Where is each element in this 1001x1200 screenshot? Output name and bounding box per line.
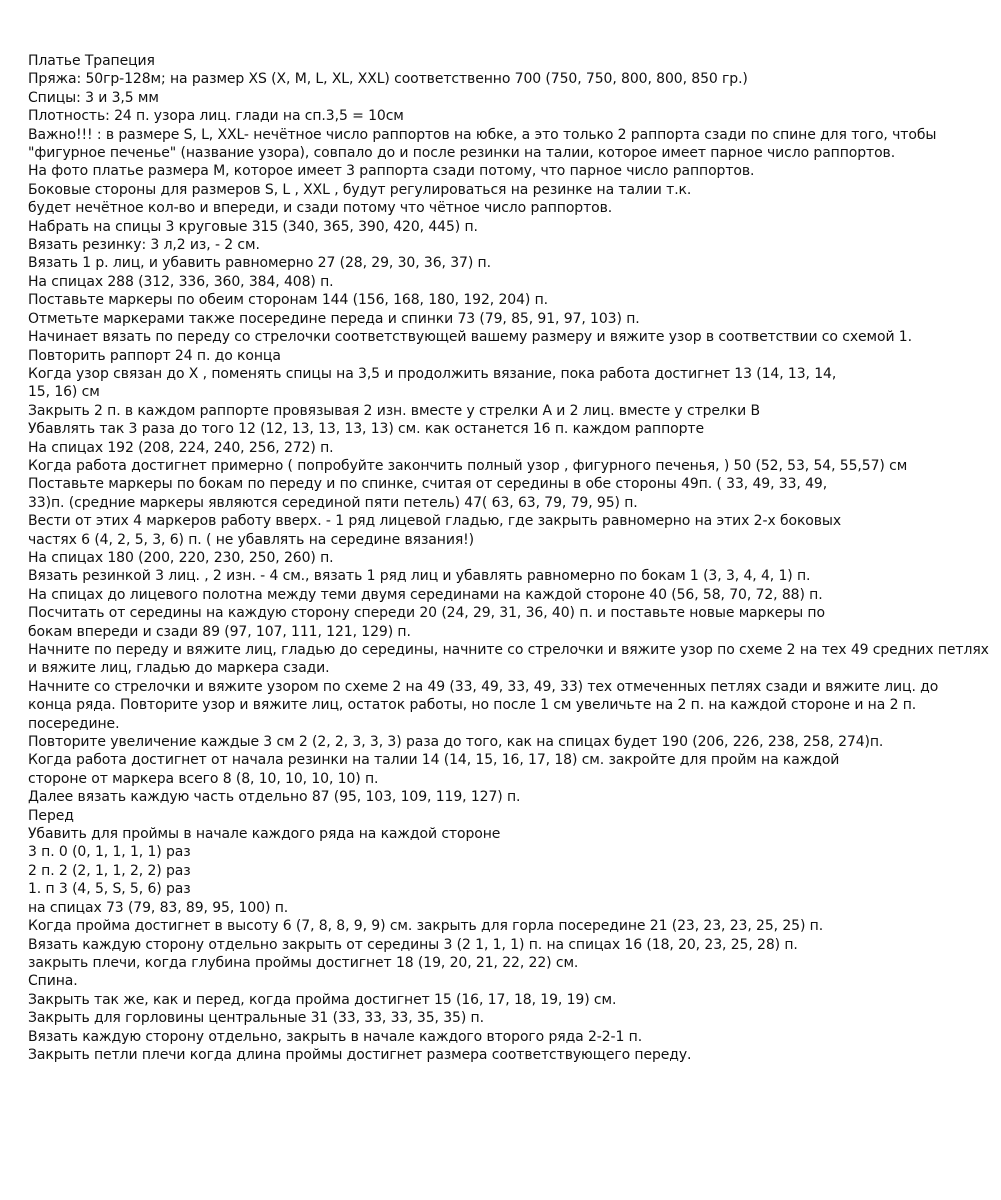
text-line: Закрыть петли плечи когда длина проймы достигнет размера соответствующего переду.	[28, 1046, 692, 1063]
text-line: Поставьте маркеры по бокам по переду и по спинке, считая от середины в обе стороны 49п. ( 33, 49, 33, 49,	[28, 476, 828, 493]
text-line: Повторить раппорт 24 п. до конца	[28, 347, 281, 364]
text-line: 3 п. 0 (0, 1, 1, 1, 1) раз	[28, 844, 191, 861]
text-line: Отметьте маркерами также посередине переда и спинки 73 (79, 85, 91, 97, 103) п.	[28, 310, 640, 327]
text-line: закрыть плечи, когда глубина проймы достигнет 18 (19, 20, 21, 22, 22) см.	[28, 954, 579, 971]
text-line: На спицах 192 (208, 224, 240, 256, 272) п.	[28, 439, 334, 456]
text-line: конца ряда. Повторите узор и вяжите лиц, остаток работы, но после 1 см увеличьте на 2 п. на каждой стороне и на 2 п.	[28, 697, 917, 714]
text-line: Вязать каждую сторону отдельно закрыть от середины 3 (2 1, 1, 1) п. на спицах 16 (18, 20, 23, 25, 28) п.	[28, 936, 798, 953]
text-line: На спицах 288 (312, 336, 360, 384, 408) п.	[28, 273, 334, 290]
text-line: посередине.	[28, 715, 120, 732]
text-line: 15, 16) см	[28, 384, 100, 401]
text-line: Когда пройма достигнет в высоту 6 (7, 8, 8, 9, 9) см. закрыть для горла посередине 21 (23, 23, 23, 25, 25) п.	[28, 918, 824, 935]
text-line: Закрыть 2 п. в каждом раппорте провязывая 2 изн. вместе у стрелки А и 2 лиц. вместе у стрелки В	[28, 402, 760, 419]
text-line: бокам впереди и сзади 89 (97, 107, 111, 121, 129) п.	[28, 623, 411, 640]
text-line: Когда узор связан до X , поменять спицы на 3,5 и продолжить вязание, пока работа достигнет 13 (14, 13, 14,	[28, 365, 837, 382]
text-line: Поставьте маркеры по обеим сторонам 144 (156, 168, 180, 192, 204) п.	[28, 292, 548, 309]
text-line: Далее вязать каждую часть отдельно 87 (95, 103, 109, 119, 127) п.	[28, 789, 521, 806]
document-title: Платье Трапеция	[28, 53, 155, 69]
text-line: Вязать резинкой 3 лиц. , 2 изн. - 4 см., вязать 1 ряд лиц и убавлять равномерно по бокам 1 (3, 3, 4, 4, 1) п.	[28, 568, 811, 585]
text-line: 2 п. 2 (2, 1, 1, 2, 2) раз	[28, 862, 191, 879]
text-line: стороне от маркера всего 8 (8, 10, 10, 10, 10) п.	[28, 770, 379, 787]
text-line: Начните по переду и вяжите лиц, гладью до середины, начните со стрелочки и вяжите узор по схеме 2 на тех 49 средних петлях	[28, 642, 989, 658]
text-line: "фигурное печенье" (название узора), совпало до и после резинки на талии, которое имеет парное число раппортов.	[28, 145, 896, 162]
text-line: Плотность: 24 п. узора лиц. глади на сп.3,5 = 10см	[28, 108, 404, 125]
text-line: Повторите увеличение каждые 3 см 2 (2, 2, 3, 3, 3) раза до того, как на спицах будет 190 (206, 226, 238, 258, 274)п.	[28, 734, 884, 751]
text-line: Вести от этих 4 маркеров работу вверх. - 1 ряд лицевой гладью, где закрыть равномерно на этих 2-х боковых	[28, 513, 842, 530]
text-line: и вяжите лиц, гладью до маркера сзади.	[28, 660, 330, 677]
text-line: Когда работа достигнет от начала резинки на талии 14 (14, 15, 16, 17, 18) см. закройте для пройм на каждой	[28, 752, 840, 769]
text-line: на спицах 73 (79, 83, 89, 95, 100) п.	[28, 899, 289, 916]
text-line: На спицах до лицевого полотна между теми двумя серединами на каждой стороне 40 (56, 58, 70, 72, 88) п.	[28, 586, 823, 603]
text-line: Боковые стороны для размеров S, L , XXL , будут регулироваться на резинке на талии т.к.	[28, 181, 692, 198]
text-line: Посчитать от середины на каждую сторону спереди 20 (24, 29, 31, 36, 40) п. и поставьте новые маркеры по	[28, 605, 825, 622]
text-line: Вязать резинку: 3 л,2 из, - 2 см.	[28, 237, 260, 254]
text-line: Спина.	[28, 973, 78, 990]
pattern-document	[28, 52, 988, 1064]
text-line: Вязать 1 р. лиц, и убавить равномерно 27 (28, 29, 30, 36, 37) п.	[28, 255, 491, 272]
text-line: Закрыть для горловины центральные 31 (33, 33, 33, 35, 35) п.	[28, 1010, 484, 1027]
text-line: частях 6 (4, 2, 5, 3, 6) п. ( не убавлять на середине вязания!)	[28, 531, 475, 548]
text-line: На спицах 180 (200, 220, 230, 250, 260) п.	[28, 549, 334, 566]
text-line: Спицы: 3 и 3,5 мм	[28, 89, 159, 106]
text-line: Начните со стрелочки и вяжите узором по схеме 2 на 49 (33, 49, 33, 49, 33) тех отмеченных петлях сзади и вяжите лиц. до	[28, 678, 939, 695]
text-line: Перед	[28, 807, 74, 824]
text-line: Когда работа достигнет примерно ( попробуйте закончить полный узор , фигурного печенья, ) 50 (52, 53, 54, 55,57) см	[28, 457, 908, 474]
text-line: 33)п. (средние маркеры являются серединой пяти петель) 47( 63, 63, 79, 79, 95) п.	[28, 494, 638, 511]
text-line: Закрыть так же, как и перед, когда пройма достигнет 15 (16, 17, 18, 19, 19) см.	[28, 991, 617, 1008]
text-line: Начинает вязать по переду со стрелочки соответствующей вашему размеру и вяжите узор в соответствии со схемой 1.	[28, 329, 912, 346]
text-line: Набрать на спицы 3 круговые 315 (340, 365, 390, 420, 445) п.	[28, 218, 478, 235]
text-line: 1. п 3 (4, 5, S, 5, 6) раз	[28, 881, 191, 898]
text-line: Вязать каждую сторону отдельно, закрыть в начале каждого второго ряда 2-2-1 п.	[28, 1028, 643, 1045]
text-line: Важно!!! : в размере S, L, XXL- нечётное число раппортов на юбке, а это только 2 раппорта сзади по спине для того, чтобы	[28, 126, 937, 143]
text-line: На фото платье размера М, которое имеет 3 раппорта сзади потому, что парное число раппортов.	[28, 163, 755, 180]
text-line: Убавить для проймы в начале каждого ряда на каждой стороне	[28, 826, 501, 843]
text-line: будет нечётное кол-во и впереди, и сзади потому что чётное число раппортов.	[28, 200, 613, 217]
text-line: Убавлять так 3 раза до того 12 (12, 13, 13, 13, 13) см. как останется 16 п. каждом раппорте	[28, 421, 704, 438]
text-line: Пряжа: 50гр-128м; на размер XS (X, M, L, XL, XXL) соответственно 700 (750, 750, 800, 800, 850 гр.)	[28, 71, 748, 88]
